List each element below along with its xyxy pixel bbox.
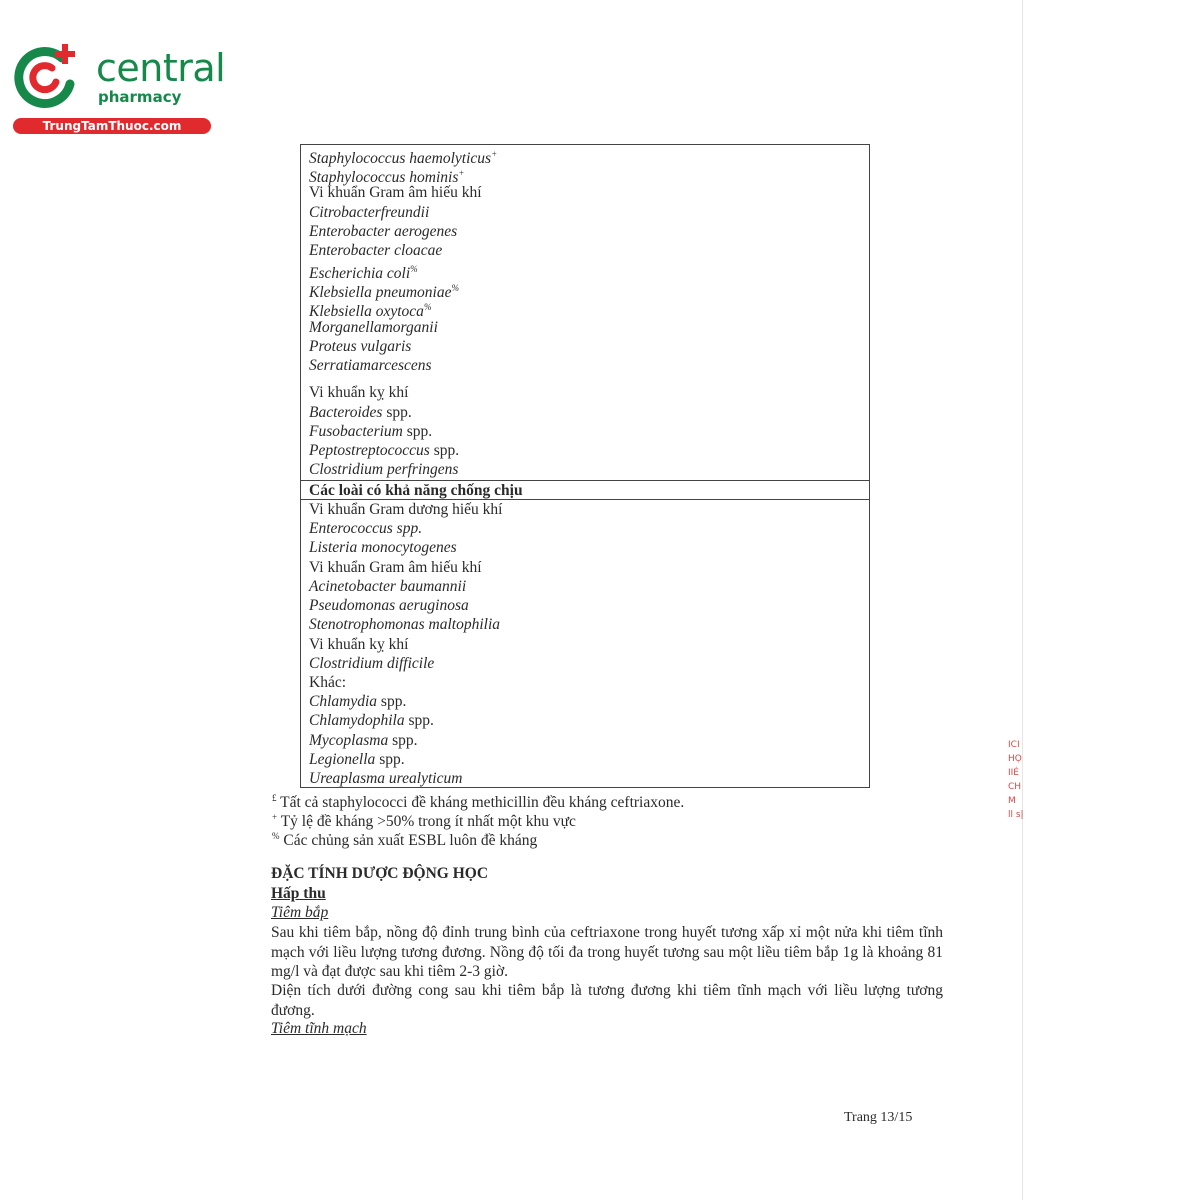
footnote: £ Tất cả staphylococci đề kháng methicillin đều kháng ceftriaxone.: [272, 793, 685, 811]
table-row: Vi khuẩn Gram dương hiếu khí: [309, 501, 503, 518]
table-row: Clostridium perfringens: [309, 461, 459, 478]
table-row: Peptostreptococcus spp.: [309, 442, 460, 459]
table-row: Staphylococcus hominis+: [309, 168, 465, 186]
table-row: Proteus vulgaris: [309, 338, 412, 355]
footnote: % Các chủng sản xuất ESBL luôn đề kháng: [272, 831, 538, 849]
page-number: Trang 13/15: [844, 1110, 913, 1125]
table-row: Vi khuẩn kỵ khí: [309, 636, 409, 653]
pharmacy-cross-logo-icon: [10, 38, 82, 110]
resistant-heading: Các loài có khả năng chống chịu: [309, 482, 523, 499]
table-row: Citrobacterfreundii: [309, 204, 430, 221]
brand-subtitle: pharmacy: [98, 88, 182, 106]
table-row: Ureaplasma urealyticum: [309, 770, 463, 787]
table-row: Khác:: [309, 674, 347, 691]
table-row: Vi khuẩn kỵ khí: [309, 384, 409, 401]
susceptibility-table: [300, 144, 870, 788]
table-row: Enterococcus spp.: [309, 520, 423, 537]
table-row: Bacteroides spp.: [309, 404, 412, 421]
table-row: Enterobacter aerogenes: [309, 223, 458, 240]
table-row: Staphylococcus haemolyticus+: [309, 149, 498, 167]
footnote: + Tỷ lệ đề kháng >50% trong ít nhất một khu vực: [272, 812, 576, 830]
table-row: Mycoplasma spp.: [309, 732, 418, 749]
table-row: Vi khuẩn Gram âm hiếu khí: [309, 559, 482, 576]
table-row: Listeria monocytogenes: [309, 539, 457, 556]
table-row: Clostridium difficile: [309, 655, 435, 672]
table-row: Escherichia coli%: [309, 264, 418, 282]
central-pharmacy-logo[interactable]: [10, 38, 226, 138]
section-title: ĐẶC TÍNH DƯỢC ĐỘNG HỌC: [271, 865, 489, 882]
table-row: Pseudomonas aeruginosa: [309, 597, 469, 614]
table-row: Legionella spp.: [309, 751, 405, 768]
iv-label: Tiêm tĩnh mạch: [271, 1020, 367, 1037]
side-stamp: ICI HỌ IIÉ CH M ll s|: [1008, 740, 1024, 820]
table-row: Klebsiella pneumoniae%: [309, 283, 459, 301]
table-row: Serratiamarcescens: [309, 357, 432, 374]
table-row: Chlamydia spp.: [309, 693, 407, 710]
im-label: Tiêm bắp: [271, 904, 329, 921]
page-edge: [1022, 0, 1023, 1200]
brand-name: central: [96, 46, 226, 90]
table-row: Vi khuẩn Gram âm hiếu khí: [309, 184, 482, 201]
table-row: Fusobacterium spp.: [309, 423, 433, 440]
paragraph: Diện tích dưới đường cong sau khi tiêm bắp là tương đương khi tiêm tĩnh mạch với liều lượng tương đương.: [271, 982, 943, 1019]
table-row: Klebsiella oxytoca%: [309, 302, 432, 320]
table-row: Enterobacter cloacae: [309, 242, 443, 259]
table-row: Stenotrophomonas maltophilia: [309, 616, 501, 633]
section-subtitle: Hấp thu: [271, 885, 326, 902]
table-row: Acinetobacter baumannii: [309, 578, 467, 595]
table-row: Chlamydophila spp.: [309, 712, 434, 729]
paragraph: Sau khi tiêm bắp, nồng độ đỉnh trung bình của ceftriaxone trong huyết tương xấp xỉ một nửa khi tiêm tĩnh mạch với liều lượng tương đương. Nồng độ tối đa trong huyết tương sau một liều tiêm bắp 1g là khoảng 81 mg/l và đạt được sau khi tiêm 2-3 giờ.: [271, 924, 943, 980]
table-row: Morganellamorganii: [309, 319, 438, 336]
brand-website: TrungTamThuoc.com: [13, 118, 211, 134]
